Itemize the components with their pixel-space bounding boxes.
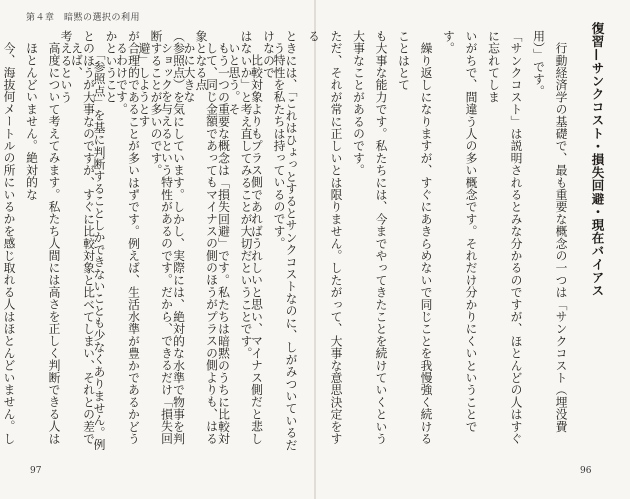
text-line: う特性を私たちは持っているのです。 — [272, 42, 286, 250]
text-line: 行動経済学の基礎で、最も重要な概念の一つは「サンクコスト（埋没費用）」です。 — [531, 30, 568, 433]
page-number-left: 97 — [30, 466, 42, 476]
text-line: が合理的であることが多いはずです。例えば、生活水準が豊かであるかどうかということ — [104, 30, 141, 445]
section-heading: 復習—サンクコスト・損失回避・現在バイアス — [590, 22, 605, 298]
text-line: ショックを与えるという特性があるのです。だから、できるだけ「損失回避」しようとす — [137, 42, 174, 445]
text-line: いがちで、間違う人の多い概念です。それだけ分かりにくいということです。 — [441, 30, 478, 433]
text-line: るわけです。 — [114, 42, 129, 116]
text-line: 「参照点」を基に判断することしかできないことも少なくありません。例えば、 — [69, 42, 106, 451]
text-line: （参照点）を気にしています。しかし、実際には、絶対的な水準で物事を判断することが多いのです。 — [149, 30, 186, 445]
text-line: ときには、「これはひょっとするとサンクコストなのに、しがみついているだけなので — [261, 30, 298, 452]
text-line: 比較対象よりもプラス側であればうれしいと思い、マイナス側だと悲しいと思う。そ — [227, 42, 264, 445]
text-line: ただ、それが常に正しいとは限りません。したがって、大事な意思決定をする — [306, 30, 343, 445]
text-line: も大事な能力です。私たちには、今までやってきたことを続けていくという大事なことがあるのです。 — [351, 30, 388, 445]
text-line: 「サンクコスト」は説明されるとみな分かるのですが、ほとんどの人はすぐに忘れてしま — [486, 30, 523, 445]
text-line: 繰り返しになりますが、すぐにあきらめないで同じことを我慢強く続けることはとて — [396, 30, 433, 445]
text-line: して、同じ金額であってもマイナスの側のほうがプラスの側よりも、はるかに大きな — [182, 42, 219, 445]
page-number-right: 96 — [580, 466, 592, 476]
text-line: はないか」と考え直してみることが大切だということです。 — [239, 30, 253, 360]
running-head: 第４章 暗黙の選択の利用 — [26, 13, 141, 23]
text-line: 今、海抜何メートルの所にいるかを感じ取れる人はほとんどいません。し — [2, 42, 16, 445]
text-line: とのほうが大事なのですが、すぐに比較対象と比べてしまい、それとの差で考えるという — [59, 30, 96, 445]
text-line: もう一つの重要な概念は「損失回避」です。私たちは暗黙のうちに比較対象となる点 — [194, 30, 231, 445]
text-line: 高度について考えてみます。私たち人間には高さを正しく判断できる人はほとんどいません。絶対的な — [24, 42, 61, 445]
